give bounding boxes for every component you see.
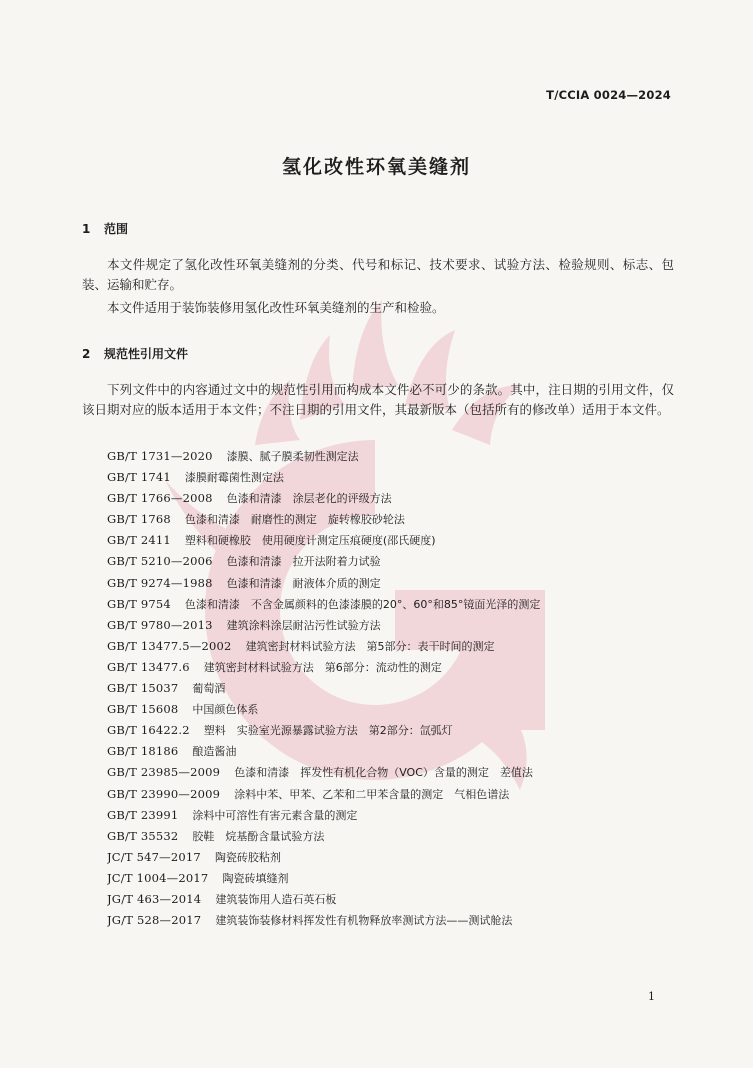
reference-item	[107, 594, 687, 615]
reference-title: 涂料中苯、甲苯、乙苯和二甲苯含量的测定 气相色谱法	[234, 787, 510, 801]
reference-title: 涂料中可溶性有害元素含量的测定	[192, 808, 358, 822]
page-number: 1	[648, 990, 655, 1003]
reference-item	[107, 678, 687, 699]
section-2-title: 规范性引用文件	[104, 347, 189, 361]
reference-title: 色漆和清漆 挥发性有机化合物（VOC）含量的测定 差值法	[234, 766, 533, 780]
reference-title: 色漆和清漆 拉开法附着力试验	[226, 555, 381, 569]
reference-list	[107, 446, 687, 931]
reference-item	[107, 699, 687, 720]
section-1-paragraph-2: 本文件适用于装饰装修用氢化改性环氧美缝剂的生产和检验。	[107, 300, 445, 315]
reference-item	[107, 657, 687, 678]
standard-code: T/CCIA 0024—2024	[546, 88, 671, 102]
section-1-number: 1	[82, 222, 91, 236]
reference-code: GB/T 23985—2009	[107, 765, 221, 780]
reference-item	[107, 889, 687, 910]
reference-item	[107, 467, 687, 488]
reference-item	[107, 636, 687, 657]
reference-title: 建筑装饰装修材料挥发性有机物释放率测试方法——测试舱法	[215, 914, 513, 928]
reference-item	[107, 847, 687, 868]
section-1-title: 范围	[104, 222, 129, 236]
reference-code: GB/T 23990—2009	[107, 786, 221, 801]
reference-title: 色漆和清漆 耐磨性的测定 旋转橡胶砂轮法	[184, 513, 405, 527]
reference-item	[107, 509, 687, 530]
reference-code: GB/T 9780—2013	[107, 617, 213, 632]
reference-title: 建筑密封材料试验方法 第5部分：表干时间的测定	[245, 639, 495, 653]
reference-item	[107, 573, 687, 594]
reference-title: 建筑装饰用人造石英石板	[215, 892, 337, 906]
reference-code: GB/T 2411	[107, 533, 171, 548]
reference-item	[107, 488, 687, 509]
reference-title: 建筑涂料涂层耐沾污性试验方法	[226, 618, 381, 632]
reference-code: GB/T 1731—2020	[107, 449, 213, 463]
reference-title: 塑料和硬橡胶 使用硬度计测定压痕硬度(邵氏硬度)	[184, 534, 436, 548]
reference-item	[107, 826, 687, 847]
reference-code: GB/T 23991	[107, 807, 179, 822]
section-2-number: 2	[82, 347, 91, 361]
reference-title: 酿造酱油	[192, 745, 237, 759]
reference-code: GB/T 13477.6	[107, 659, 190, 674]
reference-title: 陶瓷砖填缝剂	[222, 871, 289, 885]
reference-item	[107, 910, 687, 931]
section-2-intro: 下列文件中的内容通过文中的规范性引用而构成本文件必不可少的条款。其中，注日期的引用文件，仅该日期对应的版本适用于本文件；不注日期的引用文件，其最新版本（包括所有的修改单）适用于本文件。	[82, 382, 674, 417]
reference-item	[107, 615, 687, 636]
reference-code: GB/T 5210—2006	[107, 554, 213, 569]
reference-title: 塑料 实验室光源暴露试验方法 第2部分：氙弧灯	[203, 724, 453, 738]
reference-item	[107, 784, 687, 805]
reference-title: 色漆和清漆 不含金属颜料的色漆漆膜的20°、60°和85°镜面光泽的测定	[184, 597, 541, 611]
reference-code: GB/T 1768	[107, 512, 171, 527]
section-1-heading	[82, 220, 128, 237]
reference-code: GB/T 15037	[107, 681, 179, 696]
reference-code: GB/T 15608	[107, 702, 179, 717]
reference-code: GB/T 35532	[107, 828, 179, 843]
reference-item	[107, 720, 687, 741]
reference-title: 胶鞋 烷基酚含量试验方法	[192, 829, 325, 843]
reference-code: GB/T 16422.2	[107, 723, 190, 738]
reference-title: 漆膜耐霉菌性测定法	[184, 471, 284, 485]
reference-code: GB/T 9754	[107, 596, 171, 611]
reference-title: 漆膜、腻子膜柔韧性测定法	[226, 450, 359, 463]
reference-code: GB/T 9274—1988	[107, 575, 213, 590]
section-2-heading	[82, 345, 188, 362]
reference-title: 建筑密封材料试验方法 第6部分：流动性的测定	[203, 660, 442, 674]
reference-title: 色漆和清漆 耐液体介质的测定	[226, 576, 381, 590]
reference-title: 色漆和清漆 涂层老化的评级方法	[226, 492, 392, 506]
reference-item	[107, 741, 687, 762]
section-1-paragraph-1: 本文件规定了氢化改性环氧美缝剂的分类、代号和标记、技术要求、试验方法、检验规则、标志、包装、运输和贮存。	[82, 257, 674, 292]
reference-code: JC/T 1004—2017	[107, 870, 209, 885]
reference-code: JG/T 528—2017	[107, 913, 202, 928]
reference-title: 陶瓷砖胶粘剂	[214, 850, 281, 864]
reference-item	[107, 868, 687, 889]
reference-item	[107, 805, 687, 826]
reference-code: GB/T 13477.5—2002	[107, 638, 232, 653]
reference-title: 中国颜色体系	[192, 703, 259, 717]
reference-code: GB/T 1741	[107, 470, 171, 485]
reference-item	[107, 530, 687, 551]
reference-item	[107, 551, 687, 572]
reference-code: GB/T 1766—2008	[107, 491, 213, 506]
reference-code: GB/T 18186	[107, 744, 179, 759]
reference-item	[107, 446, 687, 467]
document-title: 氢化改性环氧美缝剂	[281, 156, 471, 178]
reference-item	[107, 762, 687, 783]
reference-code: JG/T 463—2014	[107, 891, 202, 906]
reference-code: JC/T 547—2017	[107, 849, 201, 864]
reference-title: 葡萄酒	[192, 682, 226, 696]
